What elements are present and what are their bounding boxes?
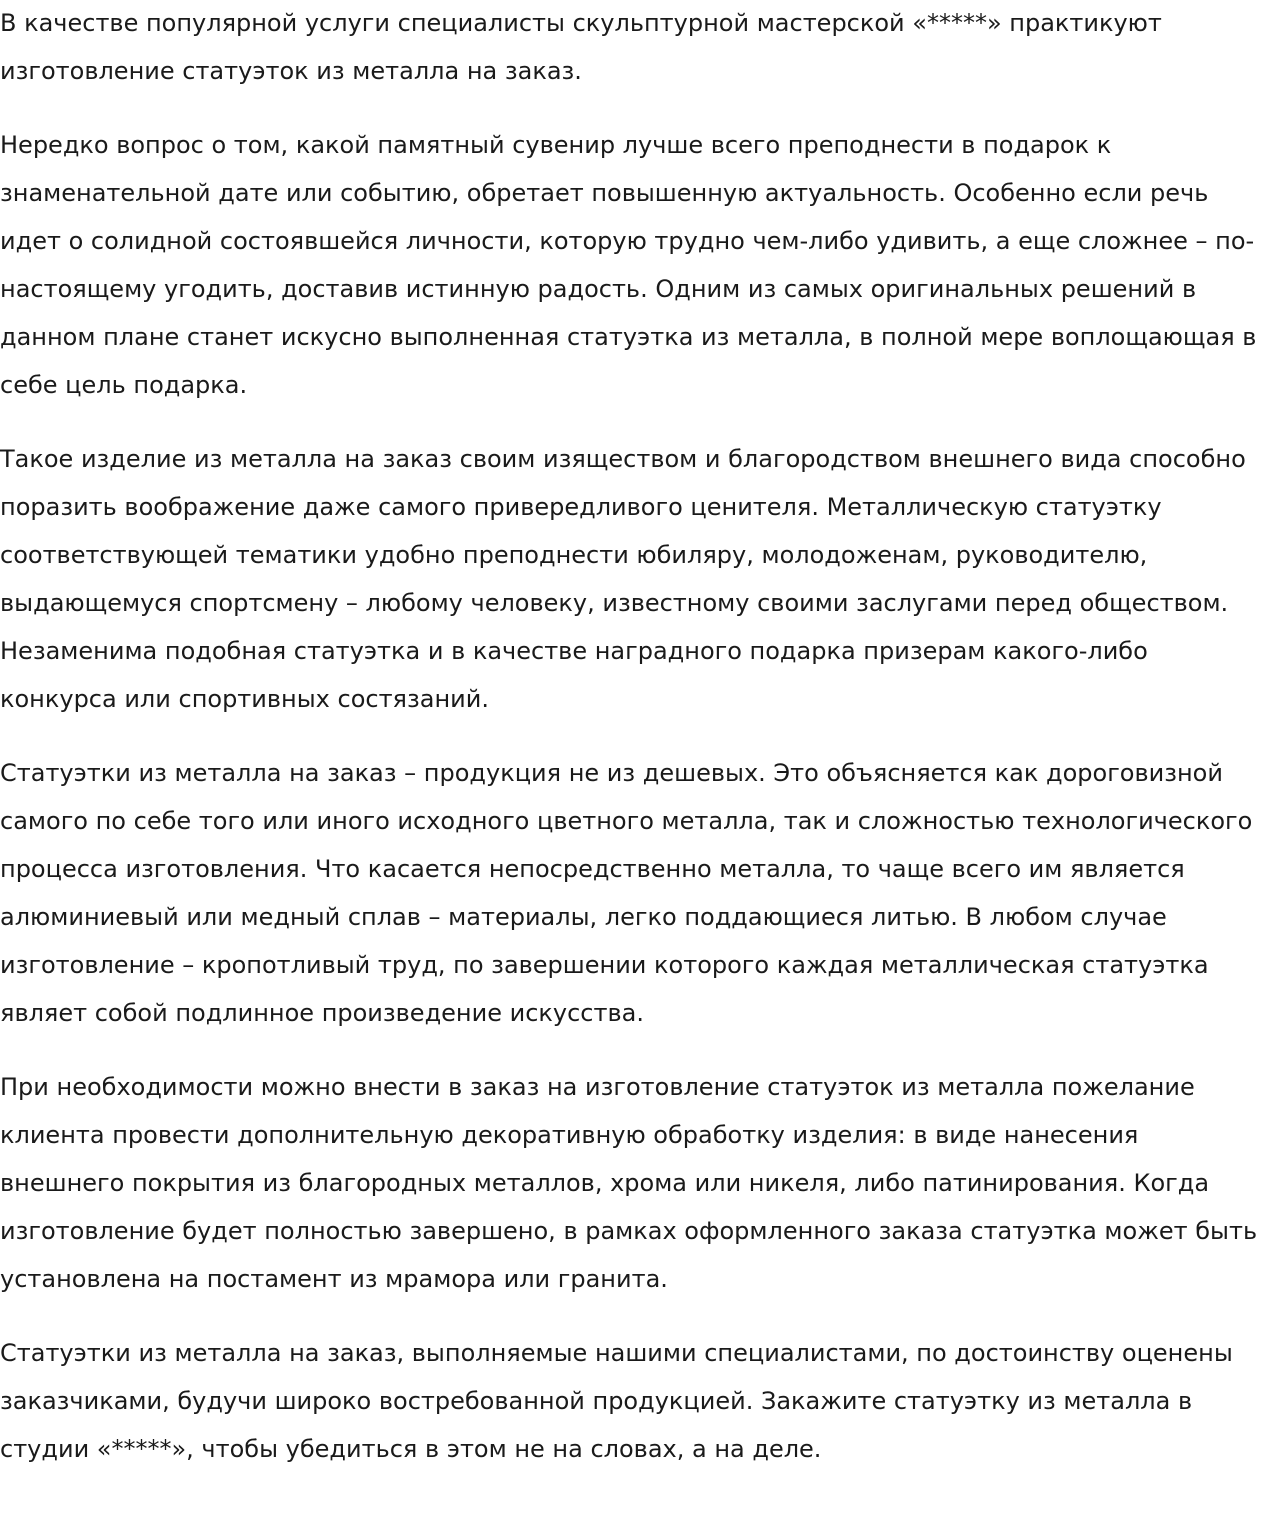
article-paragraph-3: Такое изделие из металла на заказ своим изяществом и благородством внешнего вида способно поразить воображение даже самого привередливого ценителя. Металлическую статуэтку соответствующей тематики удобно преподнести юбиляру, молодоженам, руководителю, выдающемуся спортсмену – любому человеку, известному своими заслугами перед обществом. Незаменима подобная статуэтка и в качестве наградного подарка призерам какого-либо конкурса или спортивных состязаний. xyxy=(0,445,1246,713)
article-paragraph-5: При необходимости можно внести в заказ на изготовление статуэток из металла пожелание клиента провести дополнительную декоративную обработку изделия: в виде нанесения внешнего покрытия из благородных металлов, хрома или никеля, либо патинирования. Когда изготовление будет полностью завершено, в рамках оформленного заказа статуэтка может быть установлена на постамент из мрамора или гранита. xyxy=(0,1073,1258,1293)
article-paragraph-2: Нередко вопрос о том, какой памятный сувенир лучше всего преподнести в подарок к знаменательной дате или событию, обретает повышенную актуальность. Особенно если речь идет о солидной состоявшейся личности, которую трудно чем-либо удивить, а еще сложнее – по-настоящему угодить, доставив истинную радость. Одним из самых оригинальных решений в данном плане станет искусно выполненная статуэтка из металла, в полной мере воплощающая в себе цель подарка. xyxy=(0,131,1257,399)
article-paragraph-6: Статуэтки из металла на заказ, выполняемые нашими специалистами, по достоинству оценены заказчиками, будучи широко востребованной продукцией. Закажите статуэтку из металла в студии «*****», чтобы убедиться в этом не на словах, а на деле. xyxy=(0,1339,1233,1463)
article-paragraph-1: В качестве популярной услуги специалисты скульптурной мастерской «*****» практикуют изготовление статуэток из металла на заказ. xyxy=(0,9,1162,85)
article-paragraph-4: Статуэтки из металла на заказ – продукция не из дешевых. Это объясняется как дороговизной самого по себе того или иного исходного цветного металла, так и сложностью технологического процесса изготовления. Что касается непосредственно металла, то чаще всего им является алюминиевый или медный сплав – материалы, легко поддающиеся литью. В любом случае изготовление – кропотливый труд, по завершении которого каждая металлическая статуэтка являет собой подлинное произведение искусства. xyxy=(0,759,1253,1027)
